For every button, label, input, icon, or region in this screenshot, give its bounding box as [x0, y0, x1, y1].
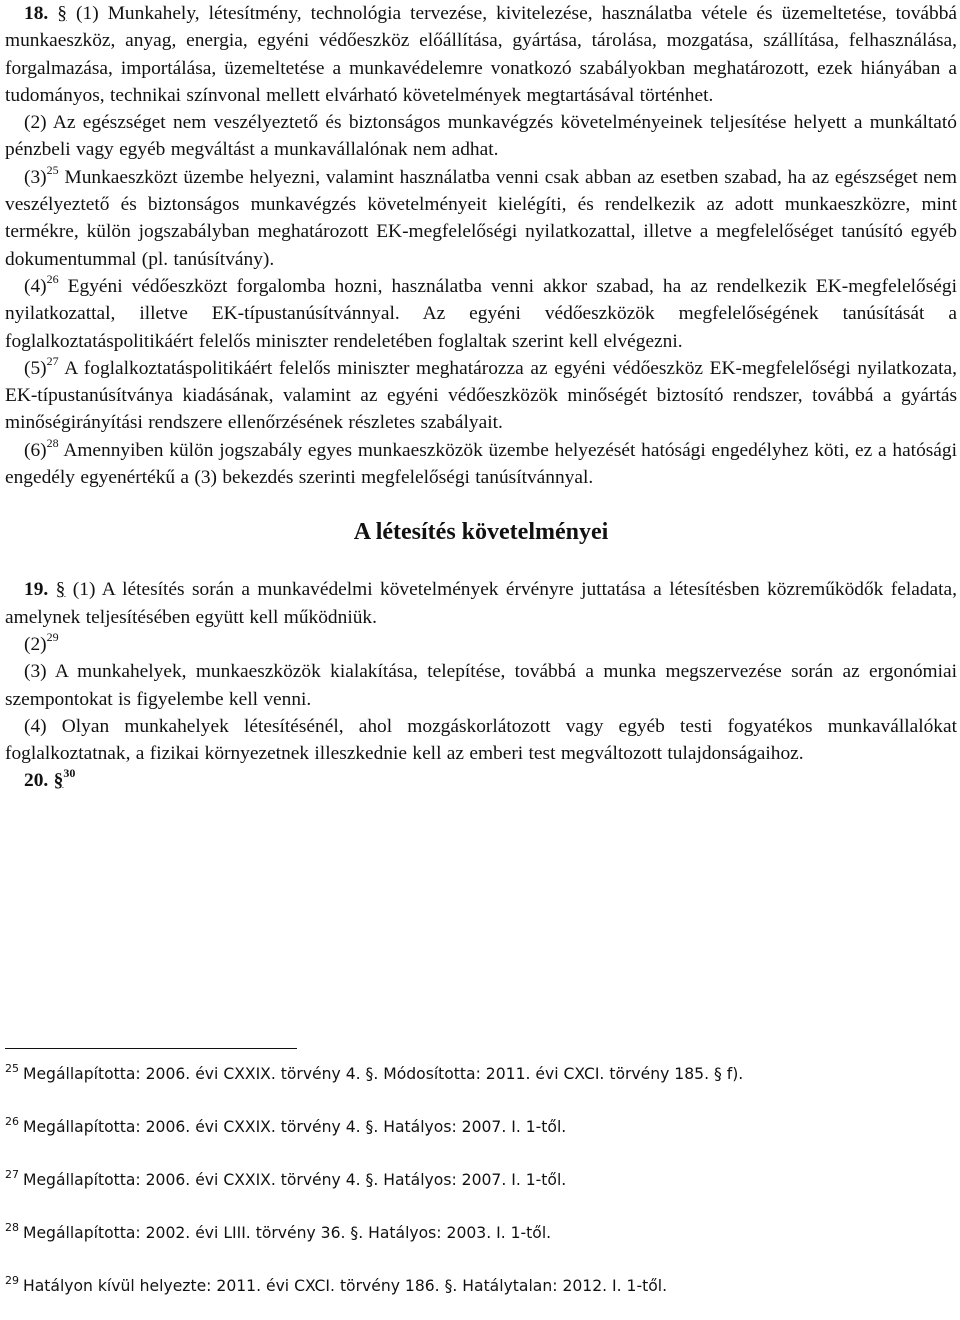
paragraph-label: (4): [24, 275, 47, 297]
footnote-number: 26: [5, 1115, 19, 1128]
footnote-number: 29: [5, 1274, 19, 1287]
paragraph-18-1: [5, 0, 957, 109]
footnote-29: [5, 1267, 957, 1320]
footnote-25: [5, 1055, 957, 1108]
footnote-reference[interactable]: 28: [46, 435, 59, 450]
section-18: [5, 0, 957, 491]
footnote-text: Megállapította: 2006. évi CXXIX. törvény 4. §. Hatályos: 2007. I. 1-től.: [23, 1171, 567, 1189]
paragraph-text: (2) Az egészséget nem veszélyeztető és biztonságos munkavégzés követelményeinek teljesítése helyett a munkáltató pénzbeli vagy egyéb megváltást a munkavállalónak nem adhat.: [5, 112, 957, 161]
footnote-number: 28: [5, 1221, 19, 1234]
paragraph-text: (4) Olyan munkahelyek létesítésénél, ahol mozgáskorlátozott vagy egyéb testi fogyatékos munkavállalókat foglalkoztatnak, a fizikai környezetnek illeszkednie kell az emberi test megváltozott tulajdonságaihoz.: [5, 715, 957, 765]
footnote-text: Megállapította: 2006. évi CXXIX. törvény 4. §. Módosította: 2011. évi CXCI. törvény 185. § f).: [23, 1065, 744, 1083]
section-19: [5, 576, 957, 767]
footnote-separator: [5, 1048, 297, 1049]
paragraph-label: (2): [24, 633, 47, 655]
footnote-text: Megállapította: 2006. évi CXXIX. törvény 4. §. Hatályos: 2007. I. 1-től.: [23, 1118, 567, 1136]
paragraph-text: A foglalkoztatáspolitikáért felelős miniszter meghatározza az egyéni védőeszköz EK-megfelelőségi nyilatkozata, EK-típustanúsítványa kiadásának, valamint az egyéni védőeszközök minőségét biztosító rendszer, továbbá a gyártás minőségirányítási rendszere ellenőrzésének részletes szabályait.: [5, 357, 957, 434]
document-page: [5, 0, 957, 795]
section-number: 18.: [24, 3, 49, 24]
paragraph-text: Munkaeszközt üzembe helyezni, valamint használatba venni csak abban az esetben szabad, ha az egészséget nem veszélyeztető és biztonságos munkavégzés követelményeit kielégíti, és rendelkezik az adott munkaeszközre, mint termékre, külön jogszabályban meghatározott EK-megfelelőségi nyilatkozattal, illetve a megfelelőséget tanúsító egyéb dokumentummal (pl. tanúsítvány).: [5, 166, 957, 270]
footnote-text: Hatályon kívül helyezte: 2011. évi CXCI. törvény 186. §. Hatálytalan: 2012. I. 1-től.: [23, 1277, 668, 1295]
footnote-reference[interactable]: 30: [63, 766, 76, 781]
paragraph-label: (3): [24, 166, 47, 188]
paragraph-text: (1) Munkahely, létesítmény, technológia tervezése, kivitelezése, használatba vétele és üzemeltetése, továbbá munkaeszköz, anyag, energia, egyéni védőeszköz előállítása, gyártása, tárolása, mozgatása, szállítása, felhasználása, forgalmazása, importálása, üzemeltetése a munkavédelemre vonatkozó szabályokban meghatározott, ezek hiányában a tudományos, technikai színvonal mellett elvárható követelmények megtartásával történhet.: [5, 3, 957, 106]
paragraph-text: Egyéni védőeszközt forgalomba hozni, használatba venni akkor szabad, ha az rendelkezik EK-megfelelőségi nyilatkozattal, illetve EK-típustanúsítvánnyal. Az egyéni védőeszközök megfelelőségének tanúsítását a foglalkoztatáspolitikáért felelős miniszter rendeletében foglaltak szerint kell elvégezni.: [5, 275, 957, 352]
section-sign: §: [55, 579, 66, 601]
footnote-26: [5, 1108, 957, 1161]
section-number: 20.: [24, 770, 49, 792]
paragraph-text: (1) A létesítés során a munkavédelmi követelmények érvényre juttatása a létesítésben közreműködők feladata, amelynek teljesítésében együtt kell működniük.: [5, 579, 957, 628]
paragraph-18-2: [5, 109, 957, 164]
footnote-27: [5, 1161, 957, 1214]
section-sign: §: [57, 3, 67, 24]
footnotes: [5, 1055, 957, 1320]
paragraph-label: (6): [24, 439, 47, 461]
footnote-reference[interactable]: 25: [46, 162, 59, 177]
paragraph-19-4: [5, 713, 957, 768]
footnote-reference[interactable]: 26: [46, 271, 59, 286]
paragraph-text: (3) A munkahelyek, munkaeszközök kialakítása, telepítése, továbbá a munka megszervezése során az ergonómiai szempontokat is figyelembe kell venni.: [5, 661, 957, 710]
footnote-number: 27: [5, 1168, 19, 1181]
paragraph-19-2: [5, 631, 957, 658]
footnote-text: Megállapította: 2002. évi LIII. törvény 36. §. Hatályos: 2003. I. 1-től.: [23, 1224, 552, 1242]
section-20: [5, 767, 957, 794]
section-number: 19.: [24, 579, 49, 601]
footnote-28: [5, 1214, 957, 1267]
paragraph-label: (5): [24, 357, 47, 379]
paragraph-18-5: [5, 355, 957, 437]
paragraph-19-3: [5, 658, 957, 713]
paragraph-18-4: [5, 273, 957, 355]
paragraph-18-3: [5, 164, 957, 273]
footnote-reference[interactable]: 27: [46, 353, 59, 368]
paragraph-19-1: [5, 576, 957, 631]
footnote-number: 25: [5, 1062, 19, 1075]
footnote-reference[interactable]: 29: [46, 629, 59, 644]
paragraph-text: Amennyiben külön jogszabály egyes munkaeszközök üzembe helyezését hatósági engedélyhez köti, ez a hatósági engedély egyenértékű a (3) bekezdés szerinti megfelelőségi tanúsítvánnyal.: [5, 439, 957, 489]
section-heading: A létesítés követelményei: [353, 519, 609, 546]
paragraph-18-6: [5, 437, 957, 492]
section-sign: §: [53, 770, 64, 792]
